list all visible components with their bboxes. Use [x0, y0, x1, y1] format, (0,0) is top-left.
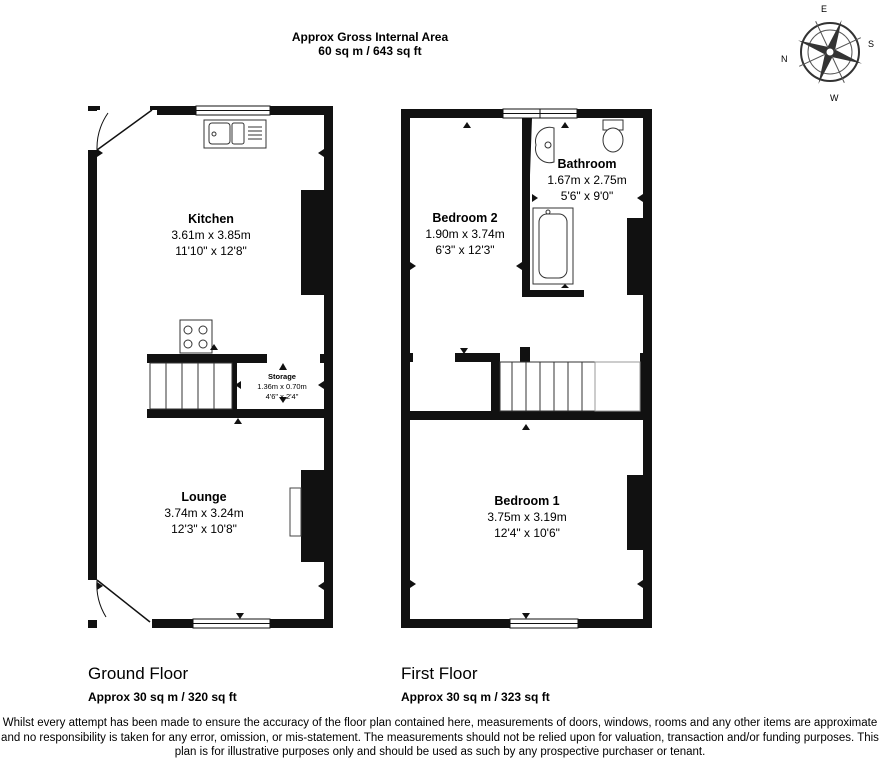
first-floor-area: Approx 30 sq m / 323 sq ft	[401, 690, 550, 704]
bedroom1-name: Bedroom 1	[494, 494, 560, 508]
bathroom-name: Bathroom	[557, 157, 617, 171]
kitchen-imperial: 11'10" x 12'8"	[175, 244, 247, 258]
storage-metric: 1.36m x 0.70m	[257, 382, 307, 391]
compass-n: N	[781, 54, 788, 64]
lounge-name: Lounge	[181, 490, 227, 504]
storage-imperial: 4'6" x 2'4"	[265, 392, 299, 401]
first-floor-title: First Floor	[401, 664, 478, 683]
bedroom2-metric: 1.90m x 3.74m	[425, 227, 505, 241]
compass-e: E	[821, 4, 828, 14]
compass-w: W	[830, 93, 839, 103]
bathroom-imperial: 5'6" x 9'0"	[560, 189, 614, 203]
kitchen-name: Kitchen	[188, 212, 234, 226]
disclaimer-text: Whilst every attempt has been made to ensure the accuracy of the floor plan contained here, measurements of doors, windows, rooms and any other items are approximate and no responsibility is taken for any error, omission, or mis-statement. The measurements should not be relied upon for valuation, transaction and/or funding purposes. This plan is for illustrative purposes only and should be used as such by any prospective purchaser or tenant.	[1, 717, 879, 759]
bedroom2-name: Bedroom 2	[432, 211, 498, 225]
bathroom-metric: 1.67m x 2.75m	[547, 173, 627, 187]
ground-floor-plan	[88, 106, 333, 628]
ground-floor-area: Approx 30 sq m / 320 sq ft	[88, 690, 237, 704]
bedroom1-metric: 3.75m x 3.19m	[487, 510, 567, 524]
compass-icon	[786, 8, 873, 95]
storage-name: Storage	[268, 372, 296, 381]
compass-s: S	[868, 39, 875, 49]
bedroom2-imperial: 6'3" x 12'3"	[435, 243, 495, 257]
gross-area-title: Approx Gross Internal Area	[291, 30, 449, 44]
gross-area-value: 60 sq m / 643 sq ft	[318, 44, 422, 58]
kitchen-metric: 3.61m x 3.85m	[171, 228, 251, 242]
lounge-imperial: 12'3" x 10'8"	[171, 522, 237, 536]
lounge-metric: 3.74m x 3.24m	[164, 506, 244, 520]
bedroom1-imperial: 12'4" x 10'6"	[494, 526, 560, 540]
ground-floor-title: Ground Floor	[88, 664, 189, 683]
